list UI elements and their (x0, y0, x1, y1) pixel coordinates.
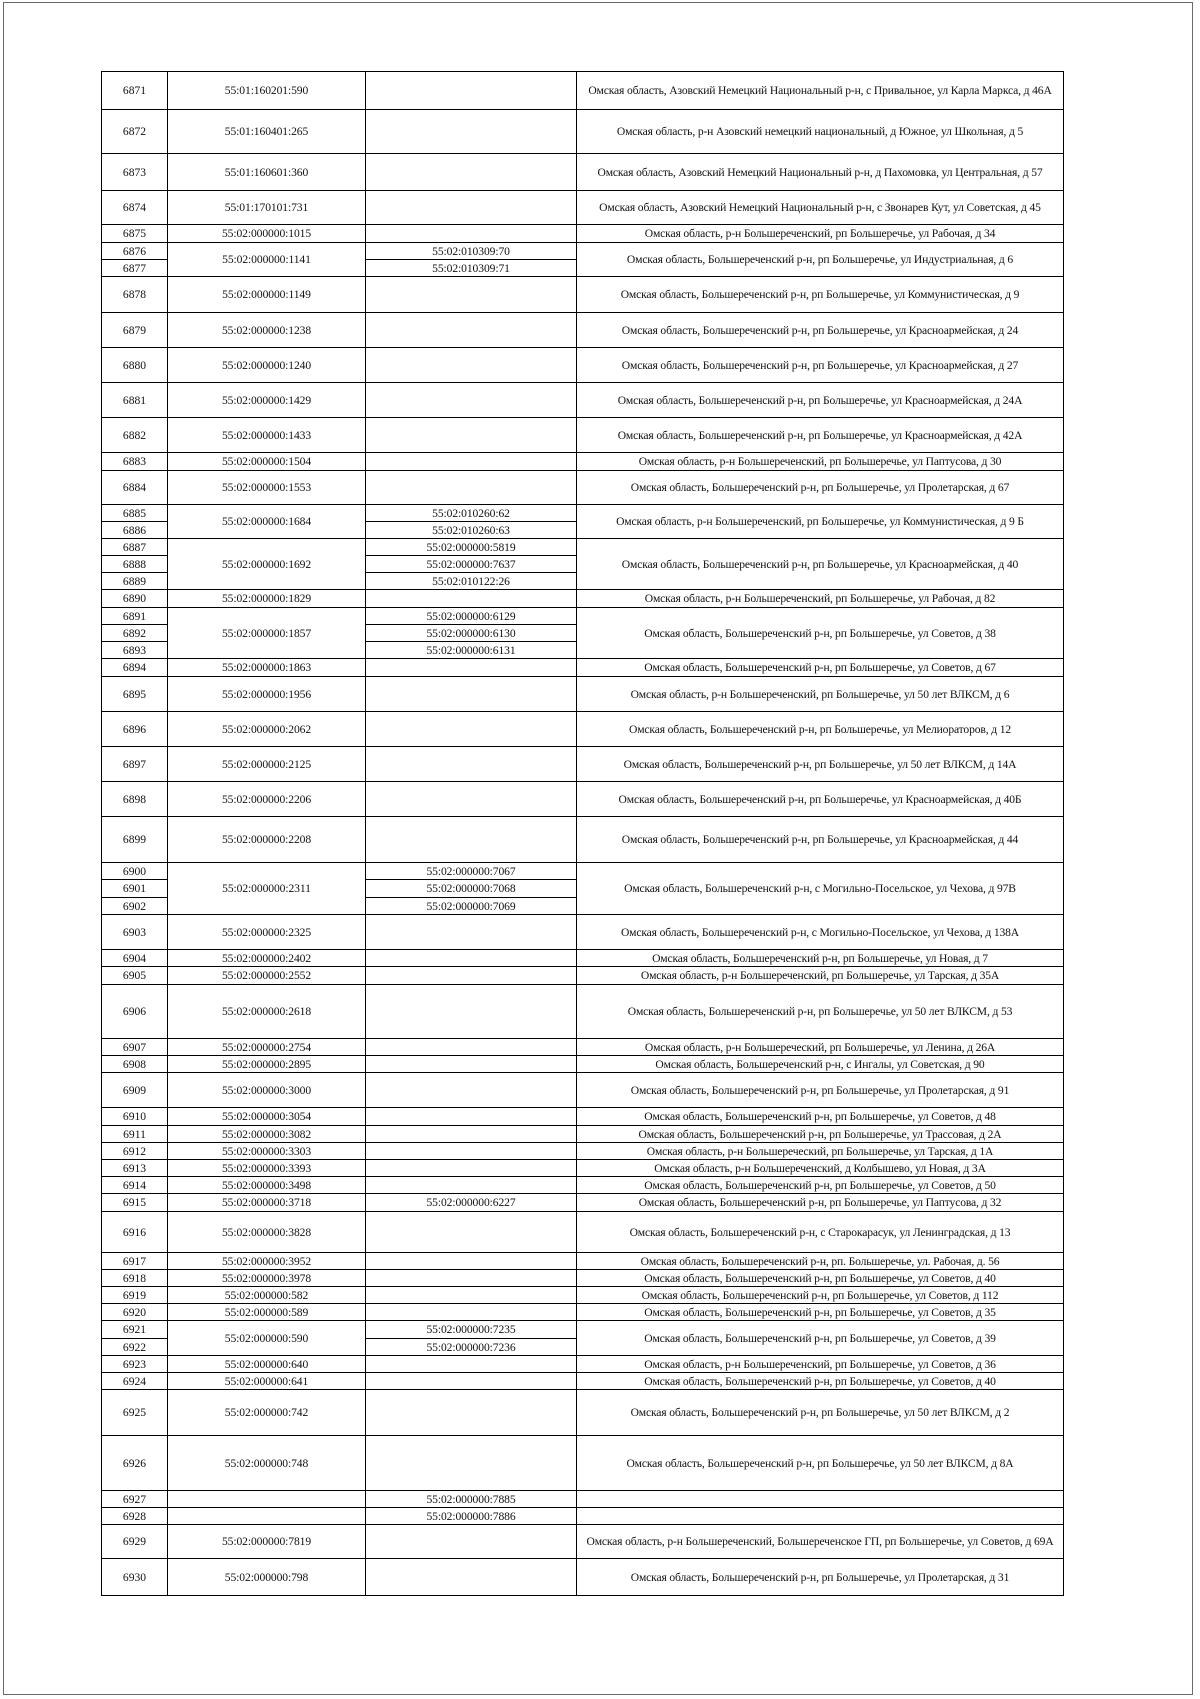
linked-cadastral-number (366, 348, 577, 383)
cadastral-number: 55:02:000000:640 (168, 1356, 366, 1373)
address: Омская область, Большереченский р-н, рп Большеречье, ул Советов, д 40 (577, 1270, 1064, 1287)
address: Омская область, Большереченский р-н, рп Большеречье, ул Красноармейская, д 24 (577, 313, 1064, 348)
address (577, 1491, 1064, 1508)
linked-cadastral-number (366, 1212, 577, 1253)
address: Омская область, Большереченский р-н, рп Большеречье, ул Пролетарская, д 67 (577, 471, 1064, 505)
linked-cadastral-number: 55:02:010260:62 (366, 505, 577, 522)
address: Омская область, Большереченский р-н, рп Большеречье, ул 50 лет ВЛКСМ, д 8А (577, 1436, 1064, 1491)
registry-table-body (102, 72, 1064, 1596)
address: Омская область, р-н Большереченский, д Колбышево, ул Новая, д 3А (577, 1160, 1064, 1177)
row-number: 6917 (102, 1253, 168, 1270)
row-number: 6900 (102, 863, 168, 880)
address: Омская область, Большереченский р-н, рп Большеречье, ул 50 лет ВЛКСМ, д 14А (577, 747, 1064, 782)
table-row (102, 1373, 1064, 1390)
address: Омская область, р-н Большеречеcкий, рп Большеречье, ул Тарская, д 1А (577, 1143, 1064, 1160)
table-row (102, 1436, 1064, 1491)
cadastral-registry-table (101, 71, 1064, 1596)
row-number: 6903 (102, 915, 168, 950)
address: Омская область, Азовский Немецкий Национальный р-н, с Звонарев Кут, ул Советская, д 45 (577, 191, 1064, 225)
row-number: 6909 (102, 1073, 168, 1108)
row-number: 6907 (102, 1039, 168, 1056)
address: Омская область, Большереченский р-н, рп Большеречье, ул Советов, д 112 (577, 1287, 1064, 1304)
table-row (102, 1356, 1064, 1373)
table-row (102, 313, 1064, 348)
row-number: 6918 (102, 1270, 168, 1287)
cadastral-number: 55:02:000000:1504 (168, 453, 366, 471)
row-number: 6893 (102, 642, 168, 659)
table-row (102, 505, 1064, 522)
address: Омская область, Большереченский р-н, рп Большеречье, ул Советов, д 38 (577, 608, 1064, 659)
table-row (102, 539, 1064, 556)
address: Омская область, Большереченский р-н, рп Большеречье, ул Пролетарская, д 31 (577, 1559, 1064, 1596)
linked-cadastral-number (366, 1056, 577, 1073)
table-row (102, 1559, 1064, 1596)
table-row (102, 967, 1064, 985)
cadastral-number: 55:01:160601:360 (168, 154, 366, 191)
row-number: 6898 (102, 782, 168, 817)
row-number: 6882 (102, 418, 168, 453)
cadastral-number: 55:02:000000:2754 (168, 1039, 366, 1056)
linked-cadastral-number (366, 1525, 577, 1559)
cadastral-number: 55:02:000000:2325 (168, 915, 366, 950)
table-row (102, 712, 1064, 747)
table-row (102, 1160, 1064, 1177)
table-row (102, 782, 1064, 817)
cadastral-number (168, 1491, 366, 1508)
linked-cadastral-number: 55:02:000000:7885 (366, 1491, 577, 1508)
address: Омская область, Большереченский р-н, рп Большеречье, ул Красноармейская, д 40 (577, 539, 1064, 590)
linked-cadastral-number: 55:02:000000:7067 (366, 863, 577, 880)
address: Омская область, Большереченский р-н, рп Большеречье, ул Красноармейская, д 24А (577, 383, 1064, 418)
row-number: 6879 (102, 313, 168, 348)
linked-cadastral-number (366, 1108, 577, 1126)
cadastral-number: 55:02:000000:2552 (168, 967, 366, 985)
table-row (102, 277, 1064, 313)
row-number: 6902 (102, 898, 168, 915)
row-number: 6885 (102, 505, 168, 522)
table-row (102, 608, 1064, 625)
table-row (102, 1126, 1064, 1143)
row-number: 6890 (102, 590, 168, 608)
row-number: 6930 (102, 1559, 168, 1596)
cadastral-number: 55:02:000000:3498 (168, 1177, 366, 1194)
linked-cadastral-number (366, 1177, 577, 1194)
row-number: 6919 (102, 1287, 168, 1304)
cadastral-number: 55:02:000000:3828 (168, 1212, 366, 1253)
address: Омская область, Большереченский р-н, рп Большеречье, ул Советов, д 39 (577, 1321, 1064, 1356)
row-number: 6925 (102, 1390, 168, 1436)
table-row (102, 950, 1064, 967)
table-row (102, 1508, 1064, 1525)
linked-cadastral-number (366, 817, 577, 863)
linked-cadastral-number: 55:02:000000:7068 (366, 880, 577, 898)
table-row (102, 1039, 1064, 1056)
table-row (102, 110, 1064, 154)
table-row (102, 453, 1064, 471)
linked-cadastral-number (366, 1559, 577, 1596)
table-row (102, 1287, 1064, 1304)
linked-cadastral-number (366, 1436, 577, 1491)
row-number: 6897 (102, 747, 168, 782)
address: Омская область, Большереченский р-н, рп Большеречье, ул Советов, д 40 (577, 1373, 1064, 1390)
table-row (102, 225, 1064, 243)
cadastral-number: 55:02:000000:3393 (168, 1160, 366, 1177)
table-row (102, 985, 1064, 1039)
row-number: 6904 (102, 950, 168, 967)
table-row (102, 1390, 1064, 1436)
address: Омская область, Большереченский р-н, рп. Большеречье, ул. Рабочая, д. 56 (577, 1253, 1064, 1270)
linked-cadastral-number: 55:02:010260:63 (366, 522, 577, 539)
linked-cadastral-number (366, 1143, 577, 1160)
linked-cadastral-number: 55:02:000000:7235 (366, 1321, 577, 1339)
table-row (102, 1525, 1064, 1559)
row-number: 6892 (102, 625, 168, 642)
row-number: 6901 (102, 880, 168, 898)
row-number: 6881 (102, 383, 168, 418)
table-row (102, 191, 1064, 225)
linked-cadastral-number (366, 471, 577, 505)
linked-cadastral-number: 55:02:010309:71 (366, 260, 577, 277)
linked-cadastral-number (366, 967, 577, 985)
row-number: 6916 (102, 1212, 168, 1253)
cadastral-number: 55:02:000000:3054 (168, 1108, 366, 1126)
cadastral-number: 55:02:000000:1149 (168, 277, 366, 313)
linked-cadastral-number (366, 277, 577, 313)
linked-cadastral-number (366, 1373, 577, 1390)
row-number: 6878 (102, 277, 168, 313)
linked-cadastral-number (366, 383, 577, 418)
linked-cadastral-number (366, 747, 577, 782)
address: Омская область, Большереченский р-н, с Могильно-Посельское, ул Чехова, д 97В (577, 863, 1064, 915)
row-number: 6924 (102, 1373, 168, 1390)
row-number: 6873 (102, 154, 168, 191)
linked-cadastral-number (366, 1304, 577, 1321)
row-number: 6920 (102, 1304, 168, 1321)
address: Омская область, р-н Большереченский, рп Большеречье, ул Советов, д 36 (577, 1356, 1064, 1373)
row-number: 6886 (102, 522, 168, 539)
row-number: 6884 (102, 471, 168, 505)
table-row (102, 471, 1064, 505)
row-number: 6883 (102, 453, 168, 471)
cadastral-number: 55:02:000000:1141 (168, 243, 366, 277)
linked-cadastral-number (366, 782, 577, 817)
address: Омская область, р-н Азовский немецкий национальный, д Южное, ул Школьная, д 5 (577, 110, 1064, 154)
row-number: 6895 (102, 677, 168, 712)
table-row (102, 243, 1064, 260)
address: Омская область, Большереченский р-н, с Могильно-Посельское, ул Чехова, д 138А (577, 915, 1064, 950)
row-number: 6888 (102, 556, 168, 573)
linked-cadastral-number: 55:02:000000:7637 (366, 556, 577, 573)
address: Омская область, Большереченский р-н, рп Большеречье, ул Красноармейская, д 40Б (577, 782, 1064, 817)
address: Омская область, р-н Большереченский, рп Большеречье, ул 50 лет ВЛКСМ, д 6 (577, 677, 1064, 712)
cadastral-number: 55:02:000000:3718 (168, 1194, 366, 1212)
cadastral-number: 55:01:160401:265 (168, 110, 366, 154)
table-row (102, 418, 1064, 453)
row-number: 6928 (102, 1508, 168, 1525)
linked-cadastral-number (366, 1039, 577, 1056)
row-number: 6896 (102, 712, 168, 747)
address: Омская область, Большереченский р-н, с Ингалы, ул Советская, д 90 (577, 1056, 1064, 1073)
cadastral-number: 55:02:000000:2208 (168, 817, 366, 863)
linked-cadastral-number (366, 453, 577, 471)
row-number: 6911 (102, 1126, 168, 1143)
linked-cadastral-number (366, 677, 577, 712)
address: Омская область, Азовский Немецкий Национальный р-н, д Пахомовка, ул Центральная, д 57 (577, 154, 1064, 191)
row-number: 6880 (102, 348, 168, 383)
table-row (102, 1321, 1064, 1339)
address: Омская область, Большереченский р-н, рп Большеречье, ул Советов, д 50 (577, 1177, 1064, 1194)
cadastral-number: 55:02:000000:1863 (168, 659, 366, 677)
cadastral-number: 55:02:000000:748 (168, 1436, 366, 1491)
cadastral-number: 55:02:000000:2311 (168, 863, 366, 915)
linked-cadastral-number (366, 418, 577, 453)
table-row (102, 72, 1064, 110)
linked-cadastral-number: 55:02:000000:6131 (366, 642, 577, 659)
linked-cadastral-number: 55:02:000000:7236 (366, 1339, 577, 1356)
cadastral-number: 55:02:000000:1857 (168, 608, 366, 659)
linked-cadastral-number (366, 1356, 577, 1373)
linked-cadastral-number (366, 154, 577, 191)
row-number: 6872 (102, 110, 168, 154)
row-number: 6894 (102, 659, 168, 677)
table-row (102, 590, 1064, 608)
address: Омская область, Большереченский р-н, рп Большеречье, ул Мелиораторов, д 12 (577, 712, 1064, 747)
address: Омская область, Большереченский р-н, с Старокарасук, ул Ленинградская, д 13 (577, 1212, 1064, 1253)
row-number: 6877 (102, 260, 168, 277)
cadastral-number: 55:02:000000:3303 (168, 1143, 366, 1160)
cadastral-number: 55:02:000000:1956 (168, 677, 366, 712)
address: Омская область, Большереченский р-н, рп Большеречье, ул Коммунистическая, д 9 (577, 277, 1064, 313)
cadastral-number: 55:02:000000:1240 (168, 348, 366, 383)
row-number: 6908 (102, 1056, 168, 1073)
table-row (102, 1177, 1064, 1194)
row-number: 6914 (102, 1177, 168, 1194)
address: Омская область, Большереченский р-н, рп Большеречье, ул Трассовая, д 2А (577, 1126, 1064, 1143)
linked-cadastral-number (366, 191, 577, 225)
cadastral-number: 55:02:000000:589 (168, 1304, 366, 1321)
table-row (102, 817, 1064, 863)
cadastral-number: 55:02:000000:590 (168, 1321, 366, 1356)
row-number: 6876 (102, 243, 168, 260)
cadastral-number: 55:02:000000:1015 (168, 225, 366, 243)
address: Омская область, р-н Большеречеcкий, рп Большеречье, ул Ленина, д 26А (577, 1039, 1064, 1056)
linked-cadastral-number (366, 1073, 577, 1108)
address: Омская область, Большереченский р-н, рп Большеречье, ул 50 лет ВЛКСМ, д 2 (577, 1390, 1064, 1436)
row-number: 6871 (102, 72, 168, 110)
table-row (102, 747, 1064, 782)
cadastral-number: 55:02:000000:1692 (168, 539, 366, 590)
table-row (102, 1304, 1064, 1321)
cadastral-number: 55:02:000000:3000 (168, 1073, 366, 1108)
cadastral-number: 55:02:000000:798 (168, 1559, 366, 1596)
address: Омская область, Большереченский р-н, рп Большеречье, ул Пролетарская, д 91 (577, 1073, 1064, 1108)
cadastral-number: 55:02:000000:1829 (168, 590, 366, 608)
cadastral-number (168, 1508, 366, 1525)
table-row (102, 348, 1064, 383)
address: Омская область, Большереченский р-н, рп Большеречье, ул Паптусова, д 32 (577, 1194, 1064, 1212)
cadastral-number: 55:02:000000:1429 (168, 383, 366, 418)
address: Омская область, р-н Большереченский, рп Большеречье, ул Рабочая, д 34 (577, 225, 1064, 243)
row-number: 6891 (102, 608, 168, 625)
row-number: 6899 (102, 817, 168, 863)
table-row (102, 154, 1064, 191)
table-row (102, 1270, 1064, 1287)
linked-cadastral-number (366, 659, 577, 677)
row-number: 6927 (102, 1491, 168, 1508)
table-row (102, 677, 1064, 712)
table-row (102, 863, 1064, 880)
linked-cadastral-number (366, 1390, 577, 1436)
row-number: 6875 (102, 225, 168, 243)
row-number: 6922 (102, 1339, 168, 1356)
cadastral-number: 55:02:000000:742 (168, 1390, 366, 1436)
cadastral-number: 55:02:000000:2062 (168, 712, 366, 747)
linked-cadastral-number (366, 225, 577, 243)
linked-cadastral-number (366, 1160, 577, 1177)
table-row (102, 1212, 1064, 1253)
table-row (102, 1194, 1064, 1212)
linked-cadastral-number: 55:02:000000:6129 (366, 608, 577, 625)
address (577, 1508, 1064, 1525)
row-number: 6889 (102, 573, 168, 590)
linked-cadastral-number: 55:02:010309:70 (366, 243, 577, 260)
cadastral-number: 55:02:000000:641 (168, 1373, 366, 1390)
cadastral-number: 55:02:000000:1553 (168, 471, 366, 505)
table-row (102, 1108, 1064, 1126)
row-number: 6929 (102, 1525, 168, 1559)
cadastral-number: 55:02:000000:2402 (168, 950, 366, 967)
linked-cadastral-number (366, 950, 577, 967)
linked-cadastral-number (366, 1287, 577, 1304)
address: Омская область, Большереченский р-н, рп Большеречье, ул Советов, д 48 (577, 1108, 1064, 1126)
row-number: 6912 (102, 1143, 168, 1160)
row-number: 6874 (102, 191, 168, 225)
address: Омская область, Большереченский р-н, рп Большеречье, ул 50 лет ВЛКСМ, д 53 (577, 985, 1064, 1039)
cadastral-number: 55:02:000000:3082 (168, 1126, 366, 1143)
linked-cadastral-number (366, 1126, 577, 1143)
linked-cadastral-number (366, 1270, 577, 1287)
table-row (102, 383, 1064, 418)
address: Омская область, р-н Большереченский, Большереченское ГП, рп Большеречье, ул Советов, д 69А (577, 1525, 1064, 1559)
linked-cadastral-number: 55:02:000000:6130 (366, 625, 577, 642)
address: Омская область, Большереченский р-н, рп Большеречье, ул Индустриальная, д 6 (577, 243, 1064, 277)
address: Омская область, Большереченский р-н, рп Большеречье, ул Красноармейская, д 42А (577, 418, 1064, 453)
table-row (102, 1056, 1064, 1073)
cadastral-number: 55:01:170101:731 (168, 191, 366, 225)
cadastral-number: 55:02:000000:3978 (168, 1270, 366, 1287)
address: Омская область, Большереченский р-н, рп Большеречье, ул Новая, д 7 (577, 950, 1064, 967)
address: Омская область, Большереченский р-н, рп Большеречье, ул Красноармейская, д 27 (577, 348, 1064, 383)
cadastral-number: 55:02:000000:1433 (168, 418, 366, 453)
cadastral-number: 55:02:000000:1684 (168, 505, 366, 539)
linked-cadastral-number: 55:02:010122:26 (366, 573, 577, 590)
linked-cadastral-number (366, 110, 577, 154)
table-row (102, 1073, 1064, 1108)
row-number: 6926 (102, 1436, 168, 1491)
linked-cadastral-number (366, 72, 577, 110)
cadastral-number: 55:02:000000:582 (168, 1287, 366, 1304)
table-row (102, 915, 1064, 950)
linked-cadastral-number: 55:02:000000:6227 (366, 1194, 577, 1212)
row-number: 6913 (102, 1160, 168, 1177)
table-row (102, 1253, 1064, 1270)
linked-cadastral-number: 55:02:000000:5819 (366, 539, 577, 556)
row-number: 6915 (102, 1194, 168, 1212)
address: Омская область, р-н Большереченский, рп Большеречье, ул Паптусова, д 30 (577, 453, 1064, 471)
linked-cadastral-number (366, 313, 577, 348)
linked-cadastral-number (366, 1253, 577, 1270)
table-row (102, 1491, 1064, 1508)
row-number: 6923 (102, 1356, 168, 1373)
linked-cadastral-number (366, 985, 577, 1039)
cadastral-number: 55:01:160201:590 (168, 72, 366, 110)
row-number: 6887 (102, 539, 168, 556)
linked-cadastral-number: 55:02:000000:7069 (366, 898, 577, 915)
cadastral-number: 55:02:000000:7819 (168, 1525, 366, 1559)
address: Омская область, р-н Большереченский, рп Большеречье, ул Рабочая, д 82 (577, 590, 1064, 608)
linked-cadastral-number: 55:02:000000:7886 (366, 1508, 577, 1525)
address: Омская область, р-н Большереченский, рп Большеречье, ул Коммунистическая, д 9 Б (577, 505, 1064, 539)
address: Омская область, Азовский Немецкий Национальный р-н, с Привальное, ул Карла Маркса, д 46А (577, 72, 1064, 110)
linked-cadastral-number (366, 915, 577, 950)
address: Омская область, Большереченский р-н, рп Большеречье, ул Советов, д 67 (577, 659, 1064, 677)
cadastral-number: 55:02:000000:3952 (168, 1253, 366, 1270)
row-number: 6921 (102, 1321, 168, 1339)
row-number: 6905 (102, 967, 168, 985)
linked-cadastral-number (366, 590, 577, 608)
cadastral-number: 55:02:000000:2206 (168, 782, 366, 817)
table-row (102, 659, 1064, 677)
table-row (102, 1143, 1064, 1160)
row-number: 6910 (102, 1108, 168, 1126)
cadastral-number: 55:02:000000:1238 (168, 313, 366, 348)
address: Омская область, Большереченский р-н, рп Большеречье, ул Советов, д 35 (577, 1304, 1064, 1321)
address: Омская область, р-н Большереченский, рп Большеречье, ул Тарская, д 35А (577, 967, 1064, 985)
cadastral-number: 55:02:000000:2618 (168, 985, 366, 1039)
cadastral-number: 55:02:000000:2125 (168, 747, 366, 782)
linked-cadastral-number (366, 712, 577, 747)
cadastral-number: 55:02:000000:2895 (168, 1056, 366, 1073)
row-number: 6906 (102, 985, 168, 1039)
address: Омская область, Большереченский р-н, рп Большеречье, ул Красноармейская, д 44 (577, 817, 1064, 863)
